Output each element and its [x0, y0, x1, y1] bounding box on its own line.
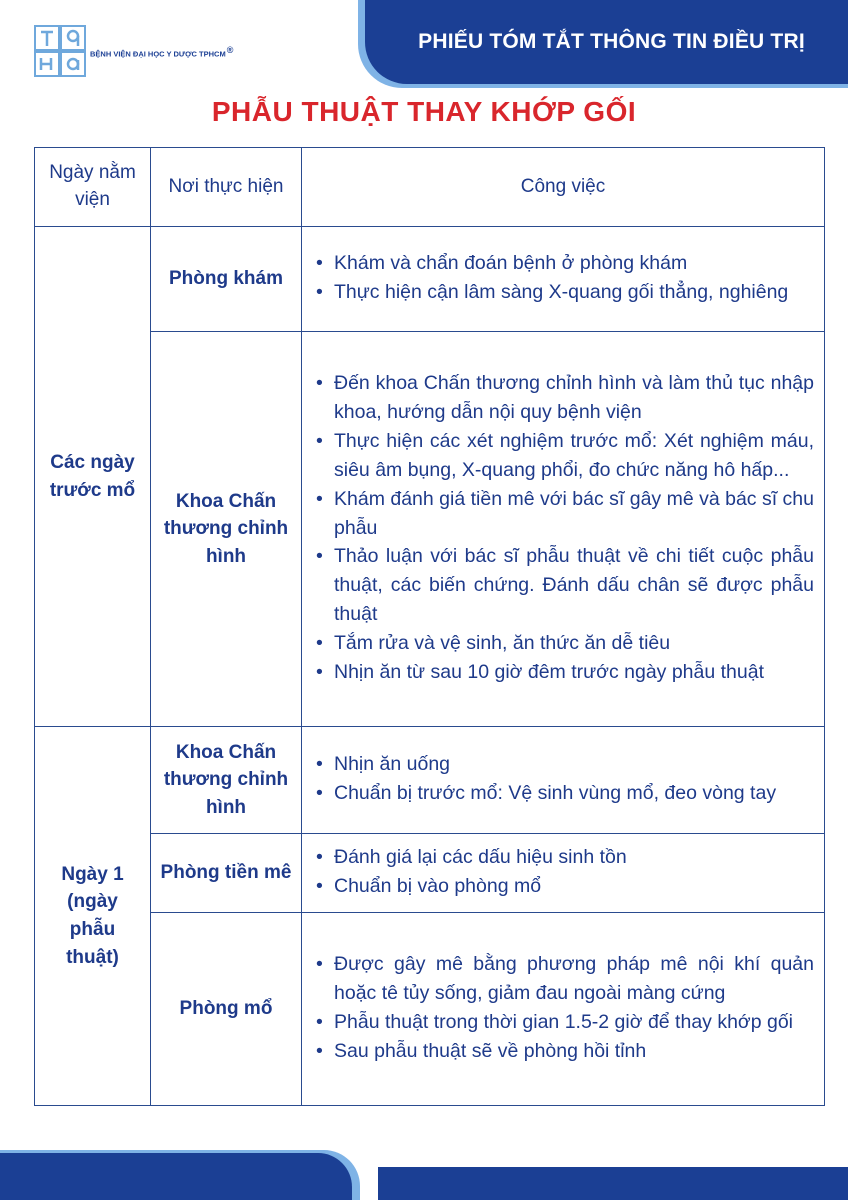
tasks-cell [302, 834, 825, 913]
task-item: • Khám và chẩn đoán bệnh ở phòng khám [316, 249, 814, 278]
task-item: • Tắm rửa và vệ sinh, ăn thức ăn dễ tiêu [316, 629, 814, 658]
logo-mark-icon [33, 24, 87, 78]
day-cell: Các ngày trước mổ [35, 227, 151, 727]
task-item: • Sau phẫu thuật sẽ về phòng hồi tỉnh [316, 1037, 814, 1066]
page-title: PHẪU THUẬT THAY KHỚP GỐI [211, 96, 637, 127]
header-tasks: Công việc [302, 148, 825, 227]
logo-text: BỆNH VIỆN ĐẠI HỌC Y DƯỢC TPHCM® [90, 44, 234, 58]
table-row [35, 913, 825, 1106]
table-row [35, 727, 825, 834]
task-item: • Thảo luận với bác sĩ phẫu thuật về chi tiết cuộc phẫu thuật, các biến chứng. Đánh dấu chân sẽ được phẫu thuật [316, 542, 814, 629]
place-cell: Phòng tiền mê [151, 834, 302, 913]
footer-bar-left [0, 1153, 352, 1200]
task-item: • Đến khoa Chấn thương chỉnh hình và làm thủ tục nhập khoa, hướng dẫn nội quy bệnh viện [316, 369, 814, 427]
place-cell: Khoa Chấn thương chỉnh hình [151, 727, 302, 834]
footer-bar-right [378, 1167, 848, 1200]
task-item: • Nhịn ăn từ sau 10 giờ đêm trước ngày phẫu thuật [316, 658, 814, 687]
place-cell: Phòng mổ [151, 913, 302, 1106]
header-place: Nơi thực hiện [151, 148, 302, 227]
header-banner [365, 0, 848, 84]
tasks-cell [302, 332, 825, 727]
table-row [35, 227, 825, 332]
hospital-logo [33, 24, 233, 78]
task-item: • Nhịn ăn uống [316, 750, 814, 779]
table-row [35, 332, 825, 727]
task-item: • Đánh giá lại các dấu hiệu sinh tồn [316, 843, 814, 872]
task-item: • Khám đánh giá tiền mê với bác sĩ gây mê và bác sĩ chu phẫu [316, 485, 814, 543]
tasks-cell [302, 227, 825, 332]
task-item: • Chuẩn bị vào phòng mổ [316, 872, 814, 901]
banner-title: PHIẾU TÓM TẮT THÔNG TIN ĐIỀU TRỊ [418, 30, 805, 53]
place-cell: Khoa Chấn thương chỉnh hình [151, 332, 302, 727]
tasks-cell [302, 727, 825, 834]
tasks-cell [302, 913, 825, 1106]
table-row [35, 834, 825, 913]
header-day: Ngày nằm viện [35, 148, 151, 227]
day-cell: Ngày 1 (ngày phẫu thuật) [35, 727, 151, 1106]
task-item: • Chuẩn bị trước mổ: Vệ sinh vùng mổ, đeo vòng tay [316, 779, 814, 808]
treatment-schedule-table [34, 147, 825, 1106]
task-item: • Thực hiện cận lâm sàng X-quang gối thẳng, nghiêng [316, 278, 814, 307]
task-item: • Được gây mê bằng phương pháp mê nội khí quản hoặc tê tủy sống, giảm đau ngoài màng cứng [316, 950, 814, 1008]
place-cell: Phòng khám [151, 227, 302, 332]
task-item: • Phẫu thuật trong thời gian 1.5-2 giờ để thay khớp gối [316, 1008, 814, 1037]
task-item: • Thực hiện các xét nghiệm trước mổ: Xét nghiệm máu, siêu âm bụng, X-quang phổi, đo chức năng hô hấp... [316, 427, 814, 485]
